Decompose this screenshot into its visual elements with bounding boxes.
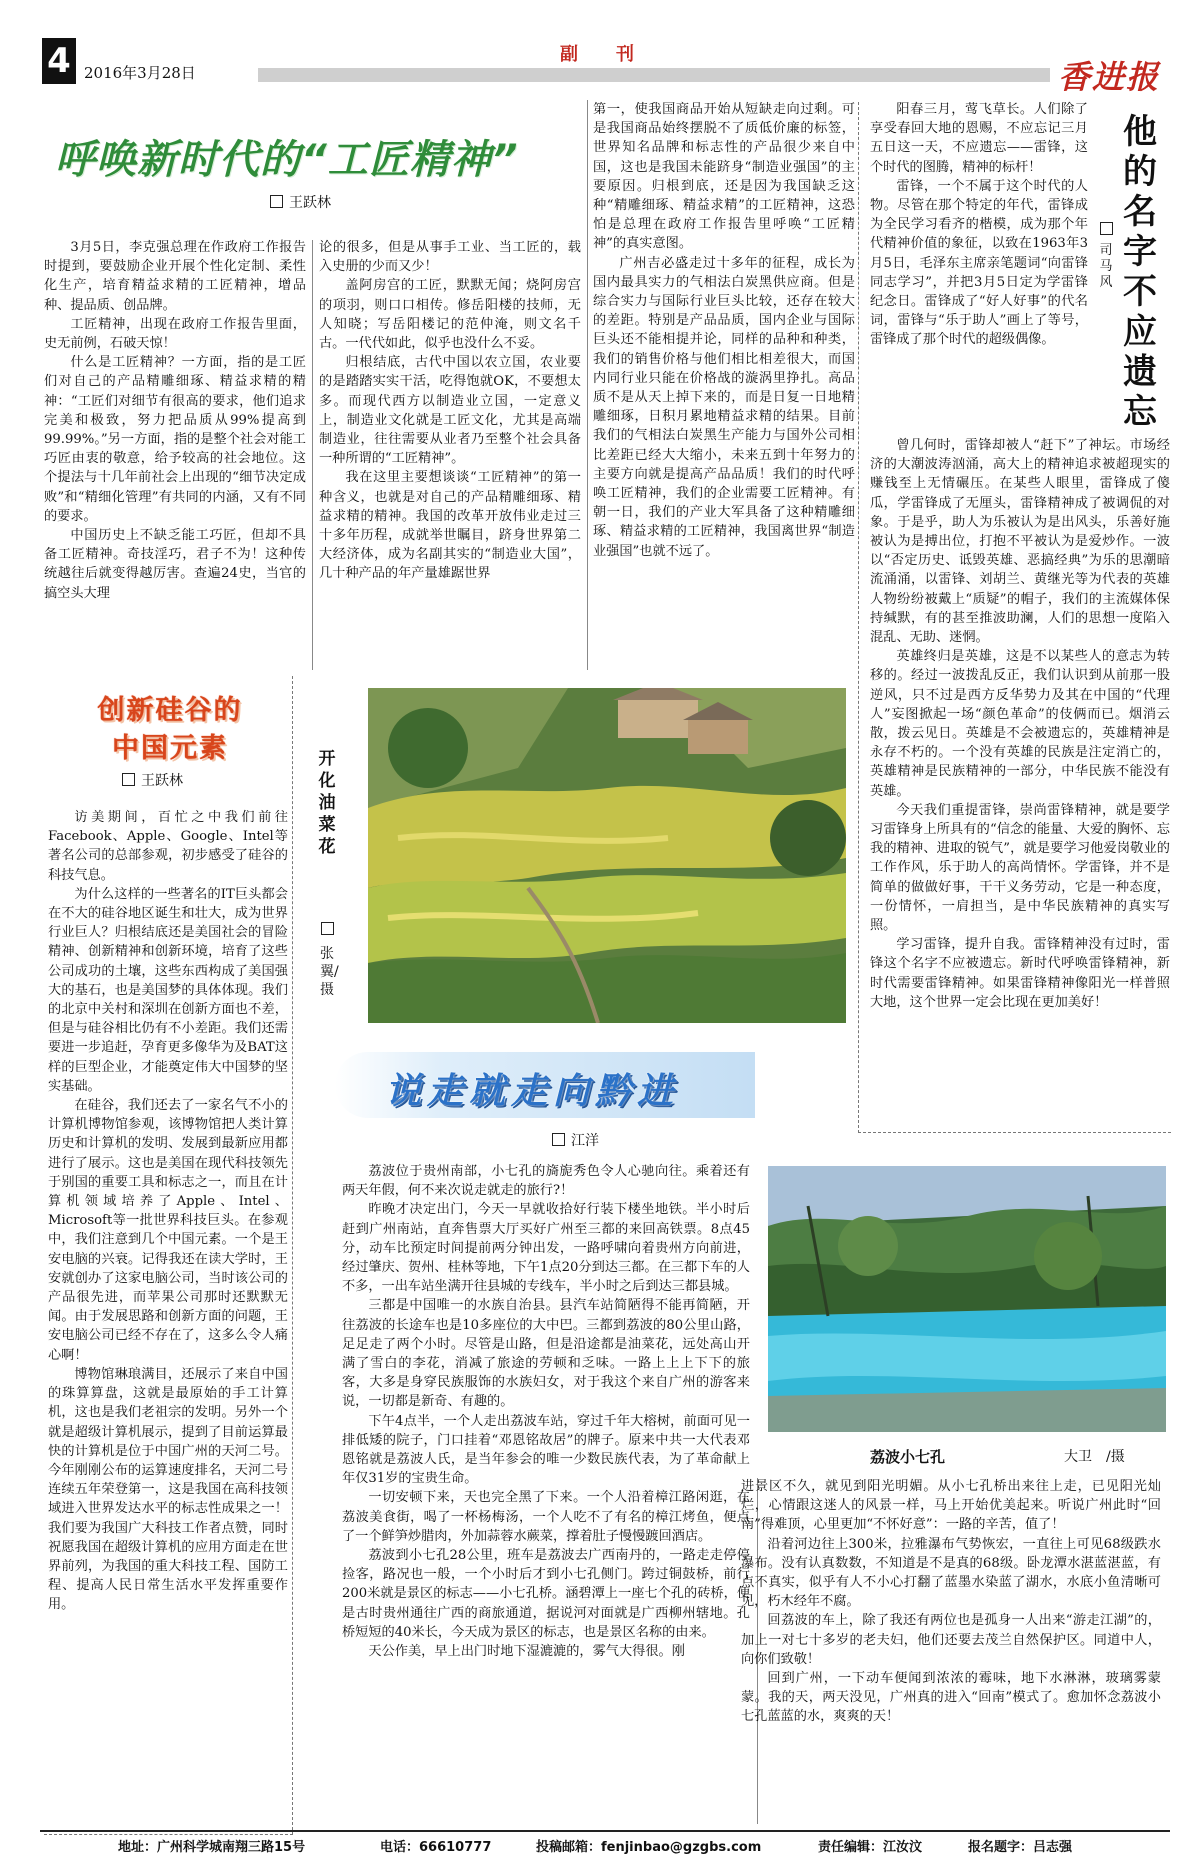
paragraph: 回荔波的车上，除了我还有两位也是孤身一人出来“游走江湖”的，加上一对七十多岁的老夫妇，他们还要去茂兰自然保护区。同道中人，向你们致敬！ bbox=[741, 1613, 1161, 1667]
sv-article-byline bbox=[122, 770, 183, 790]
paragraph: 曾几何时，雷锋却被人“赶下”了神坛。市场经济的大潮波涛汹涌，高大上的精神追求被超现实的赚钱至上无情碾压。在某些人眼里，雷锋成了傻瓜，学雷锋成了无厘头，雷锋精神成了被调侃的对象。于是乎，助人为乐被认为是出风头，乐善好施被认为是搏出位，打抱不平被认为是爱炒作。一波以“否定历史、诋毁英雄、恶搞经典”为乐的思潮暗流涌涌，以雷锋、刘胡兰、黄继光等为代表的英雄人物纷纷被戴上“质疑”的帽子，我们的主流媒体保持缄默，有的甚至推波助澜，人们的思想一度陷入混乱、无助、迷惘。 bbox=[870, 438, 1170, 646]
paragraph: 论的很多，但是从事手工业、当工匠的，载入史册的少而又少！ bbox=[319, 240, 581, 275]
paragraph: 工匠精神，出现在政府工作报告里面，史无前例，石破天惊！ bbox=[44, 316, 306, 352]
paragraph: 荔波位于贵州南部，小七孔的旖旎秀色令人心驰向往。乘着还有两天年假，何不来次说走就走的旅行?！ bbox=[342, 1164, 750, 1199]
article1-title: 呼唤新时代的“工匠精神” bbox=[55, 137, 519, 183]
credit-name: 张翼/摄 bbox=[320, 946, 339, 998]
footer-rule bbox=[40, 1830, 1170, 1832]
paragraph: 天公作美，早上出门时地下湿漉漉的，雾气大得很。刚 bbox=[368, 1644, 685, 1660]
guizhou-article-title: 说走就走向黔进 bbox=[385, 1071, 680, 1112]
paragraph: 我在这里主要想谈谈“工匠精神”的第一种含义，也就是对自己的产品精雕细琢、精益求精的精神。我国的改革开放伟业走过三十多年历程，成就举世瞩目，跻身世界第二大经济体，成为名副其实的“制造业大国”，几十种产品的年产量雄踞世界 bbox=[319, 470, 581, 582]
section-name: 副 刊 bbox=[560, 44, 644, 65]
paragraph: 荔波到小七孔28公里，班车是荔波去广西南丹的，一路走走停停捡客，路况也一般，一个小时后才到小七孔侧门。跨过铜鼓桥，前行200米就是景区的标志——小七孔桥。涵碧潭上一座七个孔的砖桥，便是古时贵州通往广西的商旅通道，据说河对面就是广西柳州辖地。孔桥短短的40米长，今天成为景区的标志，也是景区名称的由来。 bbox=[342, 1548, 750, 1640]
sv-article-body bbox=[48, 808, 288, 1615]
guizhou-article-left-column bbox=[342, 1162, 750, 1661]
byline-box-icon bbox=[270, 195, 283, 208]
leifeng-article-title: 他的名字 不应遗忘 bbox=[1123, 112, 1191, 432]
paragraph: 今天我们重提雷锋，崇尚雷锋精神，就是要学习雷锋身上所具有的“信念的能量、大爱的胸怀、忘我的精神、进取的锐气”，就是要学习他爱岗敬业的工作作风，乐于助人的高尚情怀。学雷锋，并不是简单的做做好事，干干义务劳动，它是一种态度，一份情怀，一肩担当，是中华民族精神的真实写照。 bbox=[870, 802, 1170, 934]
photo2-caption: 荔波小七孔 bbox=[870, 1448, 946, 1466]
leifeng-article-body bbox=[870, 436, 1170, 1012]
paragraph: 一切安顿下来，天也完全黑了下来。一个人沿着樟江路闲逛，在荔波美食街，喝了一杯杨梅汤，一个人吃不了有名的樟江烤鱼，便点了一个鲜笋炒腊肉，外加蒜蓉水蕨菜，撑着肚子慢慢踱回酒店。 bbox=[342, 1490, 750, 1544]
byline-box-icon bbox=[321, 922, 334, 935]
leifeng-article-byline bbox=[1096, 222, 1116, 291]
paragraph: 为什么这样的一些著名的IT巨头都会在不大的硅谷地区诞生和壮大，成为世界行业巨人？归根结底还是美国社会的冒险精神、创新精神和创新环境，培育了这些公司成功的土壤，这些东西构成了美国强大的基石，也是美国梦的具体体现。我们的北京中关村和深圳在创新方面也不差，但是与硅谷相比仍有不小差距。我们还需要进一步追赶，孕育更多像华为及BAT这样的巨型企业，才能奠定伟大中国梦的坚实基础。 bbox=[48, 886, 288, 1094]
paragraph: 昨晚才决定出门，今天一早就收拾好行装下楼坐地铁。半小时后赶到广州南站，直奔售票大厅买好广州至三都的来回高铁票。8点45分，动车比预定时间提前两分钟出发，一路呼啸向着贵州方向前进，经过肇庆、贺州、桂林等地，下午1点20分到达三都。在三都下车的人不多，一出车站坐满开往县城的专线车，半小时之后到达三都县城。 bbox=[342, 1202, 750, 1295]
paragraph: 什么是工匠精神？一方面，指的是工匠们对自己的产品精雕细琢、精益求精的精神：“工匠们对细节有很高的要求，他们追求完美和极致，努力把品质从99%提高到99.99%。”另一方面，指的是整个社会对能工巧匠由衷的敬意，给予较高的社会地位。这个提法与十几年前社会上出现的“细节决定成败”和“精细化管理”有共同的内涵，又有不同的要求。 bbox=[44, 355, 306, 524]
footer bbox=[0, 1836, 1200, 1860]
photo1-caption: 开化油菜花 bbox=[318, 749, 336, 857]
byline-box-icon bbox=[552, 1133, 565, 1146]
byline-name: 王跃林 bbox=[289, 195, 331, 211]
footer-phone: 电话：66610777 bbox=[380, 1840, 492, 1855]
masthead: 香进报 bbox=[1058, 58, 1161, 96]
byline-name: 王跃林 bbox=[141, 773, 183, 789]
footer-editor: 责任编辑：江汝汶 bbox=[818, 1840, 923, 1855]
sv-article-title bbox=[50, 692, 290, 768]
title-line: 创新硅谷的 bbox=[97, 695, 243, 726]
paragraph: 学习雷锋，提升自我。雷锋精神没有过时，雷锋这个名字不应被遗忘。新时代呼唤雷锋精神，新时代需要雷锋精神。如果雷锋精神像阳光一样普照大地，这个世界一定会比现在更加美好！ bbox=[870, 937, 1170, 1010]
paragraph: 阳春三月，莺飞草长。人们除了享受春回大地的恩赐，不应忘记三月五日这一天，不应遗忘——雷锋，这个时代的图腾，精神的标杆！ bbox=[870, 102, 1088, 175]
photo2-credit: 大卫 /摄 bbox=[1064, 1449, 1125, 1465]
column-divider bbox=[312, 240, 313, 670]
paragraph: 盖阿房宫的工匠，默默无闻；烧阿房宫的项羽，则口口相传。修岳阳楼的技师，无人知晓；写岳阳楼记的范仲淹，则文名千古。一代代如此，似乎也没什么不妥。 bbox=[319, 278, 581, 352]
paragraph: 回到广州，一下动车便闻到浓浓的霉味，地下水淋淋，玻璃雾蒙蒙。我的天，两天没见，广州真的进入“回南”模式了。愈加怀念荔波小七孔蓝蓝的水，爽爽的天！ bbox=[741, 1671, 1161, 1725]
paragraph: 第一，使我国商品开始从短缺走向过剩。可是我国商品始终摆脱不了质低价廉的标签，世界知名品牌和标志性的产品很少来自中国，这也是我国未能跻身“制造业强国”的主要原因。归根到底，还是因为我国缺乏这种“精雕细琢、精益求精”的工匠精神，这恐怕是总理在政府工作报告里呼唤“工匠精神”的真实意图。 bbox=[593, 102, 855, 252]
paragraph: 中国历史上不缺乏能工巧匠，但却不具备工匠精神。奇技淫巧，君子不为！这种传统越往后就变得越厉害。查遍24史，当官的搞空头大理 bbox=[44, 528, 306, 601]
paragraph: 访美期间，百忙之中我们前往Facebook、Apple、Google、Intel等著名公司的总部参观，初步感受了硅谷的科技气息。 bbox=[48, 810, 288, 883]
paragraph: 下午4点半，一个人走出荔波车站，穿过千年大榕树，前面可见一排低矮的院子，门口挂着“邓恩铭故居”的牌子。原来中共一大代表邓恩铭就是荔波人氏，是当年参会的唯一少数民族代表，为了革命献上年仅31岁的宝贵生命。 bbox=[342, 1413, 750, 1487]
footer-email: 投稿邮箱：fenjinbao@gzgbs.com bbox=[536, 1840, 762, 1855]
footer-address: 地址：广州科学城南翔三路15号 bbox=[118, 1840, 306, 1855]
paragraph: 雷锋，一个不属于这个时代的人物。尽管在那个特定的年代，雷锋成为全民学习看齐的楷模，成为那个年代精神价值的象征，以致在1963年3月5日，毛泽东主席亲笔题词“向雷锋同志学习”，并把3月5日定为学雷锋纪念日。雷锋成了“好人好事”的代名词，雷锋与“乐于助人”画上了等号，雷锋成了那个时代的超级偶像。 bbox=[870, 178, 1088, 348]
byline-name: 江洋 bbox=[571, 1133, 599, 1149]
footer-title-writer: 报名题字：吕志强 bbox=[968, 1840, 1073, 1855]
leifeng-article-top-column bbox=[870, 100, 1088, 350]
photo-rapeseed-terraces bbox=[368, 688, 846, 1023]
guizhou-article-byline bbox=[552, 1130, 599, 1150]
paragraph: 归根结底，古代中国以农立国，农业要的是踏踏实实干活，吃得饱就OK，不要想太多。而现代西方以制造业立国，一定意义上，制造业文化就是工匠文化，尤其是高端制造业，往往需要从业者乃至整个社会具备一种所谓的“工匠精神”。 bbox=[319, 355, 581, 467]
issue-date: 2016年3月28日 bbox=[84, 64, 196, 82]
paragraph: 广州吉必盛走过十多年的征程，成长为国内最具实力的气相法白炭黑供应商。但是综合实力与国际行业巨头比较，还存在较大的差距。特别是产品品质，国内企业与国际巨头还不能相提并论，同样的品种和种类，我们的销售价格与他们相比相差很大，而国内同行业只能在价格战的漩涡里挣扎。高品质不是从天上掉下来的，而是日复一日地精雕细琢，日积月累地精益求精的结果。目前我们的气相法白炭黑生产能力与国外公司相比差距已经大大缩小，未来五到十年努力的主要方向就是提高产品品质！我们的时代呼唤工匠精神，我们的企业需要工匠精神。有朝一日，我们的产业大军具备了这种精雕细琢、精益求精的工匠精神，我国离世界“制造业强国”也就不远了。 bbox=[593, 255, 855, 559]
paragraph: 沿着河边往上300米，拉雅瀑布气势恢宏，一直往上可见68级跌水瀑布。没有认真数数，不知道是不是真的68级。卧龙潭水湛蓝湛蓝，有点不真实，似乎有人不小心打翻了蓝墨水染蓝了湖水，水底小鱼清晰可见，朽木经年不腐。 bbox=[741, 1536, 1161, 1610]
article1-column-3 bbox=[593, 100, 855, 561]
paragraph: 进景区不久，就见到阳光明媚。从小七孔桥出来往上走，已见阳光灿烂，心情跟这迷人的风景一样，马上开始优美起来。听说广州此时“回南”得难顶，心里更加“不怀好意”：一路的辛苦，值了！ bbox=[741, 1479, 1161, 1533]
article1-byline bbox=[270, 192, 331, 212]
photo1-credit bbox=[316, 922, 338, 999]
lake-illustration bbox=[768, 1166, 1166, 1432]
byline-box-icon bbox=[1100, 222, 1113, 235]
paragraph: 博物馆琳琅满目，还展示了来自中国的珠算算盘，这就是最原始的手工计算机，这也是我们老祖宗的发明。另外一个就是超级计算机展示，提到了目前运算最快的计算机是位于中国广州的天河二号。今年刚刚公布的运算速度排名，天河二号连续五年荣登第一，这是我国在高科技领域进入世界发达水平的标志性成果之一！我们要为我国广大科技工作者点赞，同时祝愿我国在超级计算机的应用方面走在世界前列，为我国的重大科技工程、国防工程、提高人民日常生活水平发挥重要作用。 bbox=[48, 1366, 288, 1613]
byline-name: 司马风 bbox=[1099, 243, 1113, 290]
byline-box-icon bbox=[122, 773, 135, 786]
photo-xiaoqikong-lake bbox=[768, 1166, 1166, 1432]
title-line: 中国元素 bbox=[112, 733, 228, 764]
paragraph: 英雄终归是英雄，这是不以某些人的意志为转移的。经过一波拨乱反正，我们认识到从前那一股逆风，只不过是西方反华势力及其在中国的“代理人”妄图掀起一场“颜色革命”的伎俩而已。烟消云散，拨云见日。英雄是不会被遗忘的，英雄精神是永存不朽的。一个没有英雄的民族是注定消亡的，英雄精神是民族精神的一部分，中华民族不能没有英雄。 bbox=[870, 649, 1170, 799]
header-bar bbox=[258, 68, 1050, 82]
paragraph: 在硅谷，我们还去了一家名气不小的计算机博物馆参观，该博物馆把人类计算历史和计算机的发明、发展到最新应用都进行了展示。这也是美国在现代科技领先于别国的重要工具和标志之一，而且在计算机领域培养了Apple、Intel、Microsoft等一批世界科技巨头。在参观中，我们注意到几个中国元素。一个是王安电脑的兴衰。记得我还在读大学时，王安就创办了这家电脑公司，当时该公司的产品很先进，而苹果公司那时还默默无闻。由于发展思路和创新方面的问题，王安电脑公司已经不存在了，这多么令人痛心啊！ bbox=[48, 1098, 288, 1363]
guizhou-article-right-column bbox=[741, 1477, 1161, 1727]
article1-column-1 bbox=[44, 238, 306, 603]
paragraph: 三都是中国唯一的水族自治县。县汽车站简陋得不能再简陋，开往荔波的长途车也是10多座位的大中巴。三都到荔波的80公里山路，足足走了两个小时。尽管是山路，但是沿途都是油菜花，远处高山开满了雪白的李花，消减了旅途的劳顿和乏味。一路上上上下下的旅客，大多是身穿民族服饰的水族妇女，对于我这个来自广州的游客来说，一切都是新奇、有趣的。 bbox=[342, 1298, 750, 1410]
page-number: 4 bbox=[42, 38, 76, 84]
rapeseed-terraces-illustration bbox=[368, 688, 846, 1023]
paragraph: 3月5日，李克强总理在作政府工作报告时提到，要鼓励企业开展个性化定制、柔性化生产，培育精益求精的工匠精神，增品种、提品质、创品牌。 bbox=[44, 240, 306, 313]
column-divider bbox=[587, 100, 588, 670]
article1-column-2 bbox=[319, 238, 581, 584]
